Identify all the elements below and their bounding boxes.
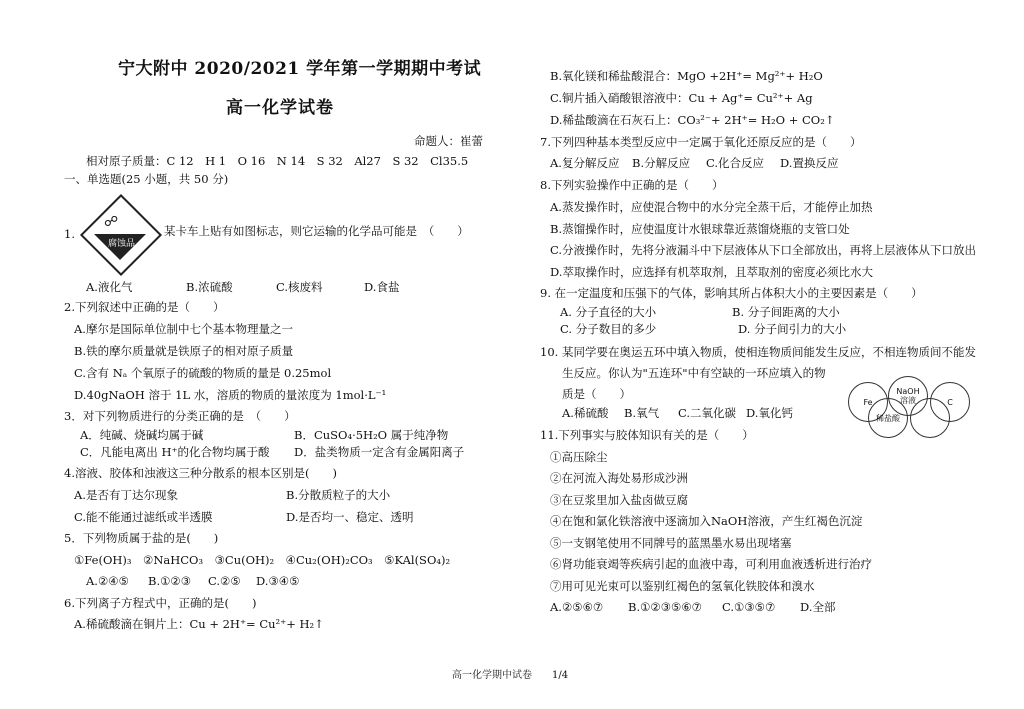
q11-item-1: ①高压除尘 <box>550 450 608 464</box>
paper-subtitle: 高一化学试卷 <box>226 98 334 118</box>
q11-item-5: ⑤一支钢笔使用不同牌号的蓝黑墨水易出现堵塞 <box>550 536 792 550</box>
q7-option-a: A.复分解反应 <box>550 156 620 170</box>
q11-item-6: ⑥肾功能衰竭等疾病引起的血液中毒，可利用血液透析进行治疗 <box>550 557 872 571</box>
q5-items: ①Fe(OH)₃ ②NaHCO₃ ③Cu(OH)₂ ④Cu₂(OH)₂CO₃ ⑤KAl(SO₄)₂ <box>74 553 451 567</box>
q2-option-b: B.铁的摩尔质量就是铁原子的相对原子质量 <box>74 344 294 358</box>
q9-option-c: C. 分子数目的多少 <box>560 322 657 336</box>
q8-option-c: C.分液操作时，先将分液漏斗中下层液体从下口全部放出，再将上层液体从下口放出 <box>550 243 977 257</box>
q3-option-c: C．凡能电离出 H⁺的化合物均属于酸 <box>80 445 270 459</box>
q5-option-c: C.②⑤ <box>208 574 241 588</box>
q2-option-d: D.40gNaOH 溶于 1L 水，溶质的物质的量浓度为 1mol·L⁻¹ <box>74 388 387 402</box>
q10-line2: 生反应。你认为"五连环"中有空缺的一环应填入的物 <box>562 366 826 380</box>
q4-option-d: D.是否均一、稳定、透明 <box>286 510 414 524</box>
q1-option-c: C.核废料 <box>276 280 323 294</box>
q10-option-b: B.氧气 <box>624 406 660 420</box>
q4-option-c: C.能不能通过滤纸或半透膜 <box>74 510 213 524</box>
warning-label: 腐蚀品 <box>108 239 136 249</box>
corrosive-warning-sign <box>82 196 158 272</box>
q5-text: 5．下列物质属于盐的是( ) <box>64 531 219 545</box>
q9-option-d: D. 分子间引力的大小 <box>738 322 847 336</box>
ring-empty <box>910 398 950 438</box>
q11-option-c: C.①③⑤⑦ <box>722 600 776 614</box>
ring-fe: Fe <box>848 382 888 422</box>
q9-text: 9. 在一定温度和压强下的气体，影响其所占体积大小的主要因素是（ ） <box>540 286 923 300</box>
q3-option-d: D．盐类物质一定含有金属阳离子 <box>294 445 465 459</box>
q6-text: 6.下列离子方程式中，正确的是( ) <box>64 596 257 610</box>
q2-text: 2.下列叙述中正确的是（ ） <box>64 300 225 314</box>
q10-option-d: D.氧化钙 <box>746 406 793 420</box>
q1-option-b: B.浓硫酸 <box>186 280 233 294</box>
ring-hcl: 稀盐酸 <box>868 398 908 438</box>
q11-item-7: ⑦用可见光束可以鉴别红褐色的氢氧化铁胶体和溴水 <box>550 579 815 593</box>
q6-option-c: C.铜片插入硝酸银溶液中：Cu + Ag⁺= Cu²⁺+ Ag <box>550 91 813 105</box>
exam-title: 宁大附中 2020/2021 学年第一学期期中考试 <box>118 59 482 79</box>
q11-item-3: ③在豆浆里加入盐卤做豆腐 <box>550 493 688 507</box>
q1-number: 1. <box>64 227 75 241</box>
q5-option-b: B.①②③ <box>148 574 192 588</box>
atomic-mass-line: 相对原子质量：C 12 H 1 O 16 N 14 S 32 Al27 S 32 Cl35.5 <box>86 154 469 168</box>
q8-option-d: D.萃取操作时，应选择有机萃取剂，且萃取剂的密度必须比水大 <box>550 265 873 279</box>
q8-option-a: A.蒸发操作时，应使混合物中的水分完全蒸干后，才能停止加热 <box>550 200 873 214</box>
q11-option-a: A.②⑤⑥⑦ <box>550 600 604 614</box>
q8-text: 8.下列实验操作中正确的是（ ） <box>540 178 724 192</box>
q3-text: 3．对下列物质进行的分类正确的是 （ ） <box>64 409 296 423</box>
q7-text: 7.下列四种基本类型反应中一定属于氧化还原反应的是（ ） <box>540 135 862 149</box>
q10-option-a: A.稀硫酸 <box>562 406 609 420</box>
q1-option-d: D.食盐 <box>364 280 400 294</box>
olympic-rings-diagram <box>848 382 968 438</box>
q7-option-b: B.分解反应 <box>632 156 691 170</box>
q10-line3: 质是（ ） <box>562 387 631 401</box>
q9-option-b: B. 分子间距离的大小 <box>732 305 840 319</box>
q1-option-a: A.液化气 <box>86 280 133 294</box>
q7-option-d: D.置换反应 <box>780 156 839 170</box>
q11-text: 11.下列事实与胶体知识有关的是（ ） <box>540 428 754 442</box>
q11-option-b: B.①②③⑤⑥⑦ <box>628 600 702 614</box>
q7-option-c: C.化合反应 <box>706 156 765 170</box>
corrosion-hand-icon: ☍ <box>104 214 119 230</box>
q3-option-b: B．CuSO₄·5H₂O 属于纯净物 <box>294 428 449 442</box>
q11-item-2: ②在河流入海处易形成沙洲 <box>550 471 688 485</box>
ring-naoh-label: NaOH 溶液 <box>896 387 920 405</box>
q1-text: 某卡车上贴有如图标志，则它运输的化学品可能是 （ ） <box>164 224 469 238</box>
q4-option-a: A.是否有丁达尔现象 <box>74 488 178 502</box>
q5-option-d: D.③④⑤ <box>256 574 300 588</box>
section-heading: 一、单选题(25 小题，共 50 分) <box>64 172 229 186</box>
q8-option-b: B.蒸馏操作时，应使温度计水银球靠近蒸馏烧瓶的支管口处 <box>550 222 850 236</box>
q10-option-c: C.二氧化碳 <box>678 406 737 420</box>
q3-option-a: A．纯碱、烧碱均属于碱 <box>80 428 204 442</box>
q4-text: 4.溶液、胶体和浊液这三种分散系的根本区别是( ) <box>64 466 337 480</box>
q6-option-a: A.稀硫酸滴在铜片上：Cu + 2H⁺= Cu²⁺+ H₂↑ <box>74 617 324 631</box>
author-line: 命题人：崔蕾 <box>414 134 483 148</box>
q11-item-4: ④在饱和氯化铁溶液中逐滴加入NaOH溶液，产生红褐色沉淀 <box>550 514 863 528</box>
q11-option-d: D.全部 <box>800 600 836 614</box>
ring-c: C <box>930 382 970 422</box>
q4-option-b: B.分散质粒子的大小 <box>286 488 391 502</box>
q2-option-c: C.含有 Nₐ 个氧原子的硫酸的物质的量是 0.25mol <box>74 366 332 380</box>
q2-option-a: A.摩尔是国际单位制中七个基本物理量之一 <box>74 322 293 336</box>
q10-line1: 10. 某同学要在奥运五环中填入物质，使相连物质间能发生反应，不相连物质间不能发 <box>540 345 976 359</box>
q5-option-a: A.②④⑤ <box>86 574 129 588</box>
q9-option-a: A. 分子直径的大小 <box>560 305 657 319</box>
q6-option-d: D.稀盐酸滴在石灰石上：CO₃²⁻+ 2H⁺= H₂O + CO₂↑ <box>550 113 835 127</box>
page-footer: 高一化学期中试卷 1/4 <box>452 670 569 681</box>
q6-option-b: B.氧化镁和稀盐酸混合：MgO +2H⁺= Mg²⁺+ H₂O <box>550 69 823 83</box>
